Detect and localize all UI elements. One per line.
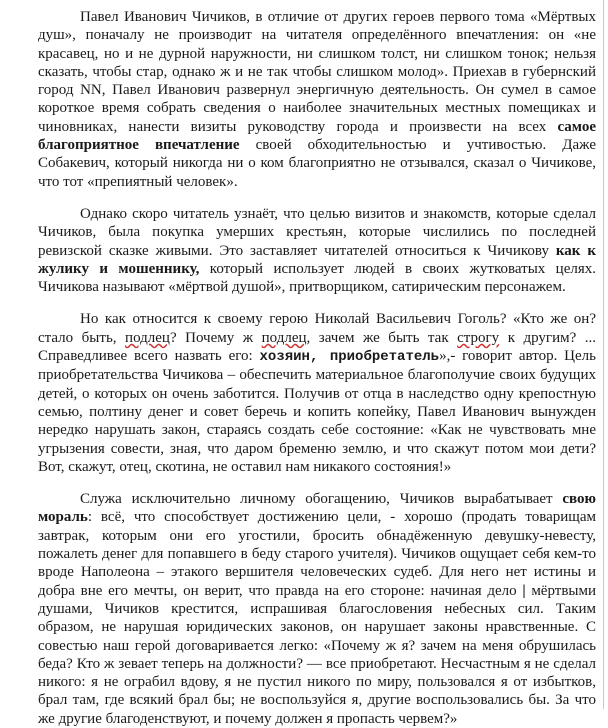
bold-phrase: как к жулику и мошеннику, xyxy=(38,242,596,277)
bold-mono-phrase: хозяин, приобретатель xyxy=(259,349,440,366)
text-run: мёртвыми душами, Чичиков крестится, испрашивая благословения небесных сил. Таким образом, не нарушая юридических законов, он нарушает законы нравственные. С совестью наш герой договаривается легко: «Почему ж я? зачем на меня обрушилась беда? Кто ж зевает теперь на должности? — все приобретают. Несчастным я не сделал никого: я не ограбил вдову, я не пустил никого по миру, пользовался я от избытков, брал там, где всякий брал бы; не воспользуйся я, другие воспользовались бы. За что же другие благоденствуют, и почему должен я пропасть червем?» xyxy=(38,582,597,727)
spellcheck-word: подлец xyxy=(125,329,170,346)
paragraph-2[interactable] xyxy=(38,205,596,296)
paragraph-1[interactable] xyxy=(38,8,596,191)
text-run: : всё, что способствует достижению цели, - хорошо (продать товарищам завтрак, которым они его угостили, бросить обнадёженную девушку-невесту, пожалеть денег для попавшего в беду старого учителя). Чичиков ощущает себя кем-то вроде Наполеона – этакого вершителя человеческих судеб. Для него нет истины и добра вне его мечты, он верит, что правда на его стороне: начиная дело xyxy=(38,509,596,599)
text-run: »,- говорит автор. Цель приобретательства Чичикова – обеспечить материальное благополучие своих будущих детей, о которых он очень заботится. Получив от отца в наследство одну крепостную семью, полтину денег и совет беречь и копить копейку, Павел Иванович вынужден нередко нарушать закон, стараясь создать себе состояние: «Как не чувствовать мне угрызения совести, зная, что даром бременю землю, и что скажут потом мои дети? Вот, скажут, отец, скотина, не оставил нам никакого состояния!» xyxy=(38,348,596,475)
spellcheck-word: строгу xyxy=(457,329,500,346)
text-run: Но как относится к своему герою Николай Васильевич Гоголь? «Кто же он? стало быть, xyxy=(38,311,596,346)
paragraph-3[interactable] xyxy=(38,310,596,476)
text-run: Павел Иванович Чичиков, в отличие от других героев первого тома «Мёртвых душ», поначалу не производит на читателя определённого впечатления: он «не красавец, но и не дурной наружности, ни слишком толст, ни слишком тонок; нельзя сказать, чтобы стар, однако ж и не так чтобы слишком молод». Приехав в губернский город NN, Павел Иванович развернул энергичную деятельность. Он сумел в самое короткое время собрать сведения о наиболее значительных местных помещиках и чиновниках, нанести визиты руководству города и произвести на всех xyxy=(38,9,596,135)
text-run: который использует людей в своих жутковатых целях. Чичикова называют «мёртвой душой», притворщиком, сатирическим персонажем. xyxy=(38,260,596,296)
bold-phrase: свою мораль xyxy=(38,491,596,526)
text-run: своей обходительностью и учтивостью. Даже Собакевич, который никогда ни о ком благоприятно не отзывался, сказал о Чичикове, что тот «препиятный человек». xyxy=(38,137,596,190)
text-run: Служа исключительно личному обогащению, Чичиков вырабатывает xyxy=(80,491,563,508)
text-run: ? Почему ж xyxy=(169,329,262,346)
text-run: Однако скоро читатель узнаёт, что целью визитов и знакомств, которые сделал Чичиков, была покупка умерших крестьян, которые числились по последней ревизской сказке живыми. Это заставляет читателей относиться к Чичикову xyxy=(38,205,596,259)
text-run: к другим? ... Справедливее всего назвать его: xyxy=(38,329,597,365)
bold-phrase: самое благоприятное впечатление xyxy=(38,118,596,154)
paragraph-4[interactable] xyxy=(38,490,596,728)
text-run: , зачем же быть так xyxy=(306,329,458,346)
page-edge-line xyxy=(603,0,604,709)
text-cursor: | xyxy=(522,582,526,599)
spellcheck-word: подлец xyxy=(261,329,307,346)
